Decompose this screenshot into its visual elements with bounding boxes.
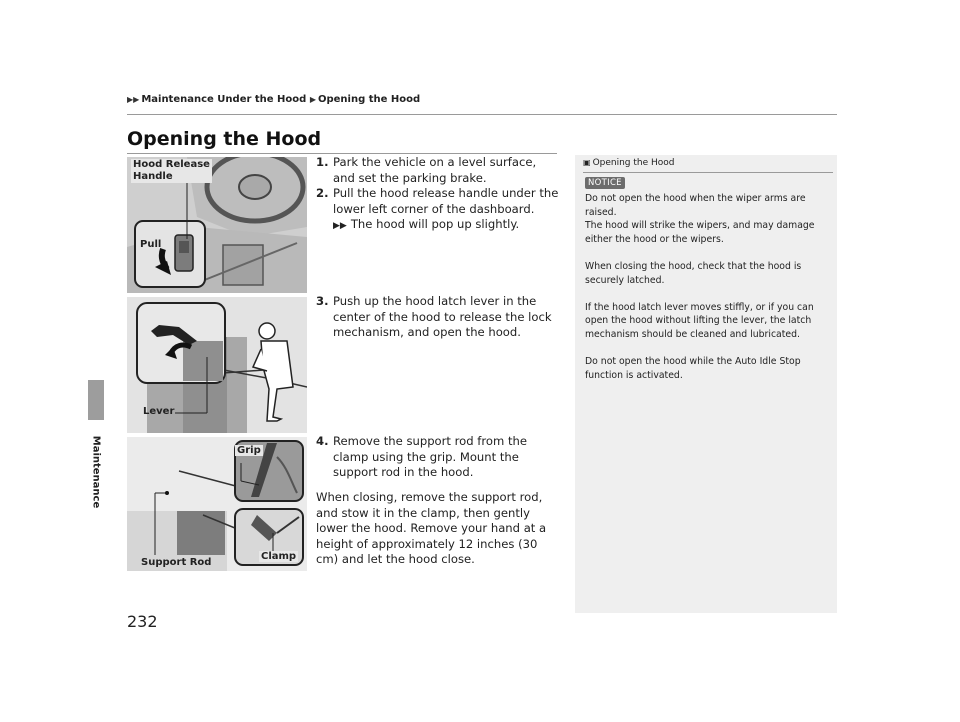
sidebar-paragraph: Do not open the hood while the Auto Idle Stop function is activated. <box>585 356 801 381</box>
step-number: 2. <box>316 186 329 200</box>
label-grip: Grip <box>237 445 261 456</box>
step-number: 4. <box>316 434 329 448</box>
breadcrumb-arrow-icon: ▶ <box>309 95 316 104</box>
sidebar-paragraph: Do not open the hood when the wiper arms are raised. The hood will strike the wipers, and may damage either the hood or the wipers. <box>585 193 815 245</box>
breadcrumb-level2[interactable]: Opening the Hood <box>317 94 421 105</box>
label-hood-release-handle <box>131 159 212 183</box>
page-number: 232 <box>127 612 158 631</box>
side-tab-marker <box>88 380 104 420</box>
figure-hood-release <box>127 157 307 293</box>
step-text: Remove the support rod from the clamp using the grip. Mount the support rod in the hood. <box>333 434 527 479</box>
sidebar-paragraph: If the hood latch lever moves stiffly, or if you can open the hood without lifting the lever, the latch mechanism should be cleaned and lubricated. <box>585 301 814 340</box>
label-pull: Pull <box>140 239 162 250</box>
figure-support-rod <box>127 437 307 571</box>
step-number: 3. <box>316 294 329 308</box>
sidebar-paragraph: When closing the hood, check that the hood is securely latched. <box>585 260 802 286</box>
page-title: Opening the Hood <box>127 128 322 150</box>
side-tab-label: Maintenance <box>90 435 102 509</box>
step-1 <box>316 155 560 186</box>
closing-paragraph: When closing, remove the support rod, and stow it in the clamp, then gently lower the hood. Remove your hand at a height of approximately 12 inches (30 cm) and let the hood close. <box>316 490 547 566</box>
step-text: Pull the hood release handle under the lower left corner of the dashboard. <box>333 186 559 216</box>
side-tab <box>88 432 104 512</box>
step-3 <box>316 294 560 341</box>
figure-hood-latch <box>127 297 307 433</box>
breadcrumb-level1[interactable]: Maintenance Under the Hood <box>141 94 307 105</box>
sidebar-divider <box>583 172 833 173</box>
sidebar-title <box>583 158 675 168</box>
notice-badge: NOTICE <box>585 177 625 189</box>
step-text: Push up the hood latch lever in the center of the hood to release the lock mechanism, and open the hood. <box>333 294 552 339</box>
label-handle: Handle <box>133 171 173 182</box>
label-clamp: Clamp <box>261 551 297 562</box>
step-2 <box>316 186 560 235</box>
step-result <box>316 217 560 235</box>
sidebar-text <box>585 192 821 396</box>
step-text: Park the vehicle on a level surface, and set the parking brake. <box>333 155 537 185</box>
result-arrow-icon: ▶▶ <box>333 221 347 231</box>
header-divider <box>127 114 837 115</box>
steps-column <box>316 155 560 585</box>
step-4 <box>316 434 560 481</box>
breadcrumb-arrow-icon: ▶▶ <box>127 95 140 104</box>
step-number: 1. <box>316 155 329 169</box>
step-result-text: The hood will pop up slightly. <box>350 217 520 231</box>
label-lever: Lever <box>143 406 175 417</box>
breadcrumb <box>127 94 420 105</box>
title-divider <box>127 153 557 154</box>
reference-icon: ▣ <box>583 158 591 167</box>
sidebar-title-text: Opening the Hood <box>592 158 675 168</box>
sidebar-note <box>575 155 837 613</box>
label-hood-release: Hood Release <box>133 159 210 170</box>
label-support-rod: Support Rod <box>141 557 212 568</box>
